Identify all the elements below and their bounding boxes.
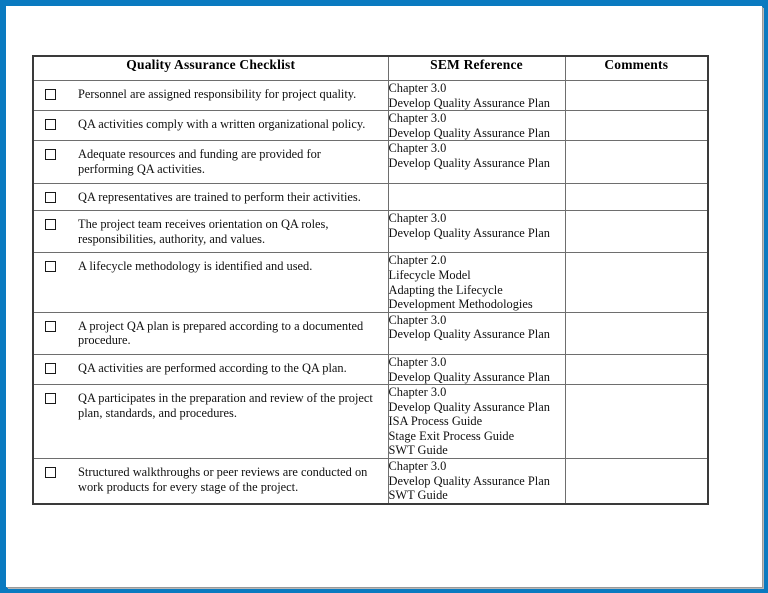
sem-reference-cell xyxy=(388,211,565,253)
checkbox-icon[interactable] xyxy=(45,192,56,203)
table-header xyxy=(33,56,708,81)
checklist-item-label: Personnel are assigned responsibility for project quality. xyxy=(78,87,357,101)
sem-reference-line: Adapting the Lifecycle xyxy=(388,282,503,297)
comments-cell[interactable] xyxy=(565,253,708,312)
sem-reference-line: Develop Quality Assurance Plan xyxy=(388,473,550,488)
table-row xyxy=(33,111,708,141)
sem-reference-line: Develop Quality Assurance Plan xyxy=(388,327,550,342)
sem-reference-line: Chapter 2.0 xyxy=(388,253,447,268)
sem-reference-line: Chapter 3.0 xyxy=(388,385,447,400)
sem-reference-cell xyxy=(388,141,565,183)
checkbox-icon[interactable] xyxy=(45,321,56,332)
sem-reference-cell xyxy=(388,354,565,384)
checklist-item-cell xyxy=(33,183,388,211)
sem-reference-line: Chapter 3.0 xyxy=(388,459,447,474)
column-header-comments: Comments xyxy=(565,56,708,81)
sem-reference-line: Lifecycle Model xyxy=(388,267,471,282)
sem-reference-line: Chapter 3.0 xyxy=(388,81,447,95)
quality-assurance-checklist-table xyxy=(32,55,709,505)
sem-reference-line: Development Methodologies xyxy=(388,297,533,312)
checkbox-icon[interactable] xyxy=(45,119,56,130)
comments-cell[interactable] xyxy=(565,312,708,354)
checklist-item-label: QA activities are performed according to the QA plan. xyxy=(78,360,347,375)
comments-cell[interactable] xyxy=(565,141,708,183)
column-header-sem-reference: SEM Reference xyxy=(388,56,565,81)
checklist-item-label: The project team receives orientation on QA roles, responsibilities, authority, and values. xyxy=(78,217,329,246)
checklist-item-cell xyxy=(33,141,388,183)
checklist-item-label: A lifecycle methodology is identified and used. xyxy=(78,259,313,274)
sem-reference-line: SWT Guide xyxy=(388,488,448,503)
comments-cell[interactable] xyxy=(565,211,708,253)
checkbox-icon[interactable] xyxy=(45,219,56,230)
table-header-row xyxy=(33,56,708,81)
sem-reference-line: Stage Exit Process Guide xyxy=(388,428,515,443)
comments-cell[interactable] xyxy=(565,385,708,459)
sem-reference-line: Chapter 3.0 xyxy=(388,312,447,327)
sem-reference-line: Chapter 3.0 xyxy=(388,211,447,226)
table-row xyxy=(33,385,708,459)
checkbox-icon[interactable] xyxy=(45,393,56,404)
checklist-item-label: QA representatives are trained to perform their activities. xyxy=(78,189,361,204)
checklist-item-cell xyxy=(33,111,388,141)
comments-cell[interactable] xyxy=(565,111,708,141)
sem-reference-line: Develop Quality Assurance Plan xyxy=(388,95,550,110)
checklist-item-cell xyxy=(33,354,388,384)
checklist-item-label: QA participates in the preparation and review of the project plan, standards, and procedures. xyxy=(78,391,373,420)
checklist-item-cell xyxy=(33,312,388,354)
sem-reference-line: Develop Quality Assurance Plan xyxy=(388,125,550,140)
table-row xyxy=(33,312,708,354)
table-row xyxy=(33,354,708,384)
table-row xyxy=(33,459,708,504)
sem-reference-cell xyxy=(388,81,565,111)
sem-reference-line: Develop Quality Assurance Plan xyxy=(388,369,550,384)
checklist-item-cell xyxy=(33,253,388,312)
checkbox-icon[interactable] xyxy=(45,467,56,478)
table-row xyxy=(33,81,708,111)
checklist-item-label: Adequate resources and funding are provided for performing QA activities. xyxy=(78,147,321,176)
checklist-item-cell xyxy=(33,81,388,111)
checklist-item-label: QA activities comply with a written organizational policy. xyxy=(78,117,366,132)
checkbox-icon[interactable] xyxy=(45,89,56,100)
sem-reference-cell xyxy=(388,111,565,141)
sem-reference-cell xyxy=(388,385,565,459)
sem-reference-line: Chapter 3.0 xyxy=(388,141,447,156)
comments-cell[interactable] xyxy=(565,459,708,504)
sem-reference-line: Chapter 3.0 xyxy=(388,354,447,369)
checklist-item-cell xyxy=(33,459,388,504)
sem-reference-line: Develop Quality Assurance Plan xyxy=(388,225,550,240)
table-row xyxy=(33,183,708,211)
comments-cell[interactable] xyxy=(565,81,708,111)
sem-reference-line: ISA Process Guide xyxy=(388,414,483,429)
sem-reference-cell xyxy=(388,459,565,504)
checkbox-icon[interactable] xyxy=(45,149,56,160)
checkbox-icon[interactable] xyxy=(45,363,56,374)
sem-reference-line: Develop Quality Assurance Plan xyxy=(388,399,550,414)
column-header-checklist: Quality Assurance Checklist xyxy=(33,56,388,81)
checklist-item-label: Structured walkthroughs or peer reviews are conducted on work products for every stage of the project. xyxy=(78,465,368,494)
sem-reference-cell xyxy=(388,183,565,211)
sem-reference-cell xyxy=(388,253,565,312)
table-row xyxy=(33,253,708,312)
checklist-sheet xyxy=(32,55,707,505)
sem-reference-line: SWT Guide xyxy=(388,443,448,458)
table-row xyxy=(33,211,708,253)
table-body xyxy=(33,81,708,504)
checklist-item-cell xyxy=(33,385,388,459)
sem-reference-line: Develop Quality Assurance Plan xyxy=(388,155,550,170)
table-row xyxy=(33,141,708,183)
checklist-item-label: A project QA plan is prepared according to a documented procedure. xyxy=(78,318,364,348)
checkbox-icon[interactable] xyxy=(45,261,56,272)
comments-cell[interactable] xyxy=(565,354,708,384)
sem-reference-line: Chapter 3.0 xyxy=(388,111,447,126)
checklist-item-cell xyxy=(33,211,388,253)
document-page xyxy=(6,6,762,587)
sem-reference-cell xyxy=(388,312,565,354)
comments-cell[interactable] xyxy=(565,183,708,211)
